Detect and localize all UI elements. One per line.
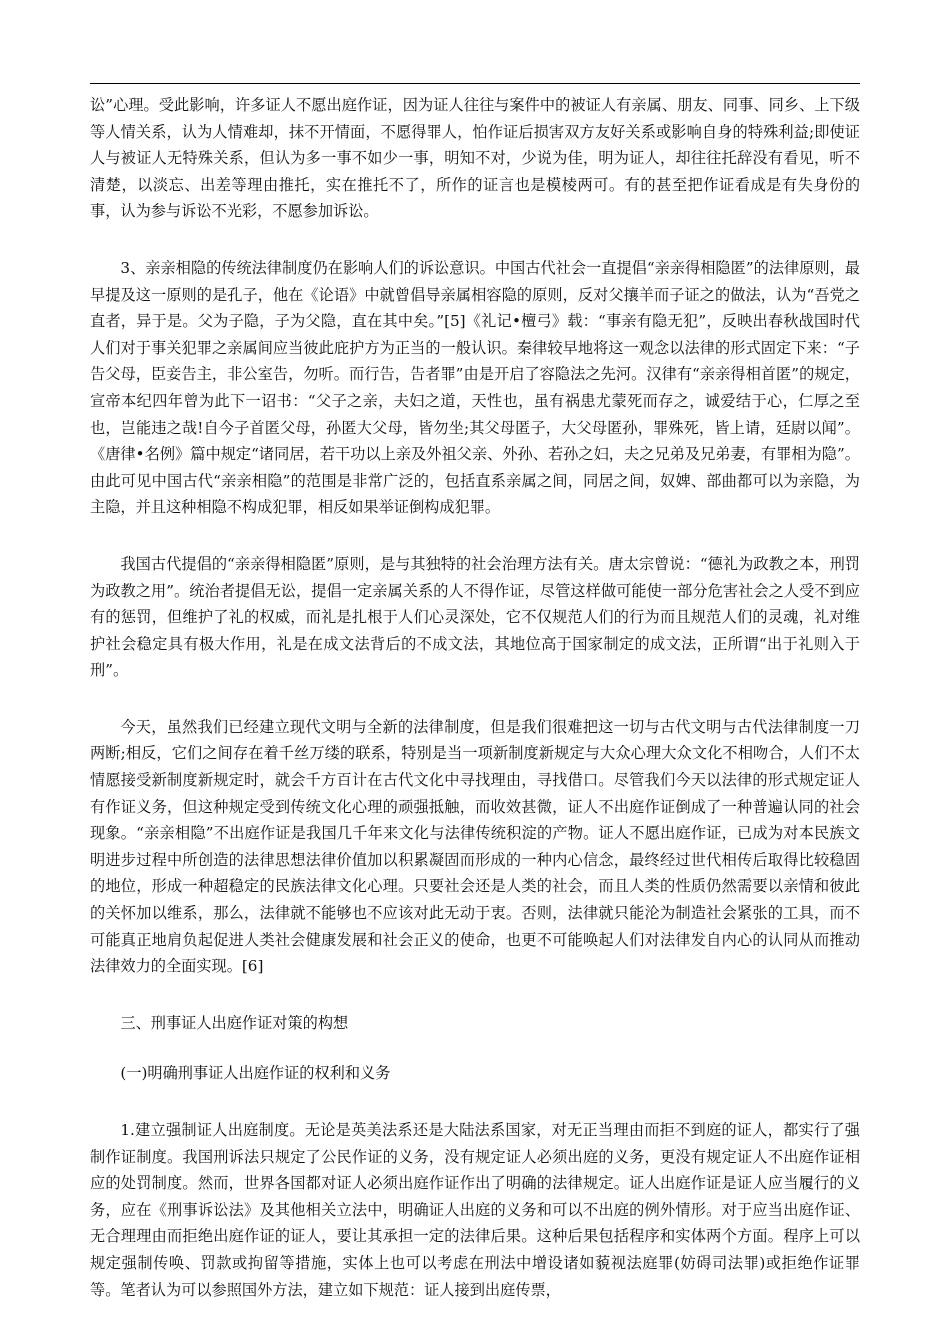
paragraph-kinship-concealment: 3、亲亲相隐的传统法律制度仍在影响人们的诉讼意识。中国古代社会一直提倡“亲亲得相隐匿”的法律原则，最早提及这一原则的是孔子，他在《论语》中就曾倡导亲属相容隐的原则，反对父攘羊而子证之的做法，认为“吾党之直者，异于是。父为子隐，子为父隐，直在其中矣。”[5]《礼记•檀弓》载：“事亲有隐无犯”，反映出春秋战国时代人们对于事关犯罪之亲属间应当彼此庇护方为正当的一般认识。秦律较早地将这一观念以法律的形式固定下来：“子告父母，臣妾告主，非公室告，勿听。而行告，告者罪”由是开启了容隐法之先河。汉律有“亲亲得相首匿”的规定，宣帝本纪四年曾为此下一诏书：“父子之亲，夫妇之道，天性也，虽有祸患尤蒙死而存之，诚爱结于心，仁厚之至也，岂能违之哉!自今子首匿父母，孙匿大父母，皆勿坐;其父母匿子，大父母匿孙，罪殊死，皆上请，廷尉以闻”。《唐律•名例》篇中规定“诸同居，若干功以上亲及外祖父亲、外孙、若孙之妇，夫之兄弟及兄弟妻，有罪相为隐”。由此可见中国古代“亲亲相隐”的范围是非常广泛的，包括直系亲属之间，同居之间，奴婢、部曲都可以为亲隐，为主隐，并且这种相隐不构成犯罪，相反如果举证倒构成犯罪。 bbox=[90, 258, 860, 517]
document-body bbox=[90, 92, 860, 1303]
paragraph-modern-culture: 今天，虽然我们已经建立现代文明与全新的法律制度，但是我们很难把这一切与古代文明与古代法律制度一刀两断;相反，它们之间存在着千丝万缕的联系，特别是当一项新制度新规定与大众心理大众文化不相吻合，人们不太情愿接受新制度新规定时，就会千方百计在古代文化中寻找理由，寻找借口。尽管我们今天以法律的形式规定证人有作证义务，但这种规定受到传统文化心理的顽强抵触，而收效甚微，证人不出庭作证倒成了一种普遍认同的社会现象。“亲亲相隐”不出庭作证是我国几千年来文化与法律传统积淀的产物。证人不愿出庭作证，已成为对本民族文明进步过程中所创造的法律思想法律价值加以积累凝固而形成的一种内心信念，最终经过世代相传后取得比较稳固的地位，形成一种超稳定的民族法律文化心理。只要社会还是人类的社会，而且人类的性质仍然需要以亲情和彼此的关怀加以维系，那么，法律就不能够也不应该对此无动于衷。否则，法律就只能沦为制造社会紧张的工具，而不可能真正地肩负起促进人类社会健康发展和社会正义的使命，也更不可能唤起人们对法律发自内心的认同从而推动法律效力的全面实现。[6] bbox=[90, 717, 860, 976]
paragraph-compulsory-testimony: 1.建立强制证人出庭制度。无论是英美法系还是大陆法系国家，对无正当理由而拒不到庭的证人，都实行了强制作证制度。我国刑诉法只规定了公民作证的义务，没有规定证人必须出庭的义务，更没有规定证人不出庭作证相应的处罚制度。然而，世界各国都对证人必须出庭作证作出了明确的法律规定。证人出庭作证是证人应当履行的义务，应在《刑事诉讼法》及其他相关立法中，明确证人出庭的义务和可以不出庭的例外情形。对于应当出庭作证、无合理理由而拒绝出庭作证的证人，要让其承担一定的法律后果。这种后果包括程序和实体两个方面。程序上可以规定强制传唤、罚款或拘留等措施，实体上也可以考虑在刑法中增设诸如藐视法庭罪(妨碍司法罪)或拒绝作证罪等。笔者认为可以参照国外方法，建立如下规范：证人接到出庭传票， bbox=[90, 1121, 860, 1299]
paragraph-continued: 讼”心理。受此影响，许多证人不愿出庭作证，因为证人往往与案件中的被证人有亲属、朋友、同事、同乡、上下级等人情关系，认为人情难却，抹不开情面，不愿得罪人，怕作证后损害双方友好关系或影响自身的特殊利益;即使证人与被证人无特殊关系，但认为多一事不如少一事，明知不对，少说为佳，明为证人，却往往托辞没有看见，听不清楚，以淡忘、出差等理由推托，实在推托不了，所作的证言也是模棱两可。有的甚至把作证看成是有失身份的事，认为参与诉讼不光彩，不愿参加诉讼。 bbox=[90, 96, 860, 221]
paragraph-ancient-principle: 我国古代提倡的“亲亲得相隐匿”原则，是与其独特的社会治理方法有关。唐太宗曾说：“德礼为政教之本，刑罚为政教之用”。统治者提倡无讼，提倡一定亲属关系的人不得作证，尽管这样做可能使一部分危害社会之人受不到应有的惩罚，但维护了礼的权威，而礼是扎根于人们心灵深处，它不仅规范人们的行为而且规范人们的灵魂，礼对维护社会稳定具有极大作用，礼是在成文法背后的不成文法，其地位高于国家制定的成文法，正所谓“出于礼则入于刑”。 bbox=[90, 554, 860, 680]
header-rule bbox=[90, 83, 860, 84]
subsection-heading: (一)明确刑事证人出庭作证的权利和义务 bbox=[120, 1064, 391, 1083]
section-heading: 三、刑事证人出庭作证对策的构想 bbox=[120, 1013, 349, 1032]
